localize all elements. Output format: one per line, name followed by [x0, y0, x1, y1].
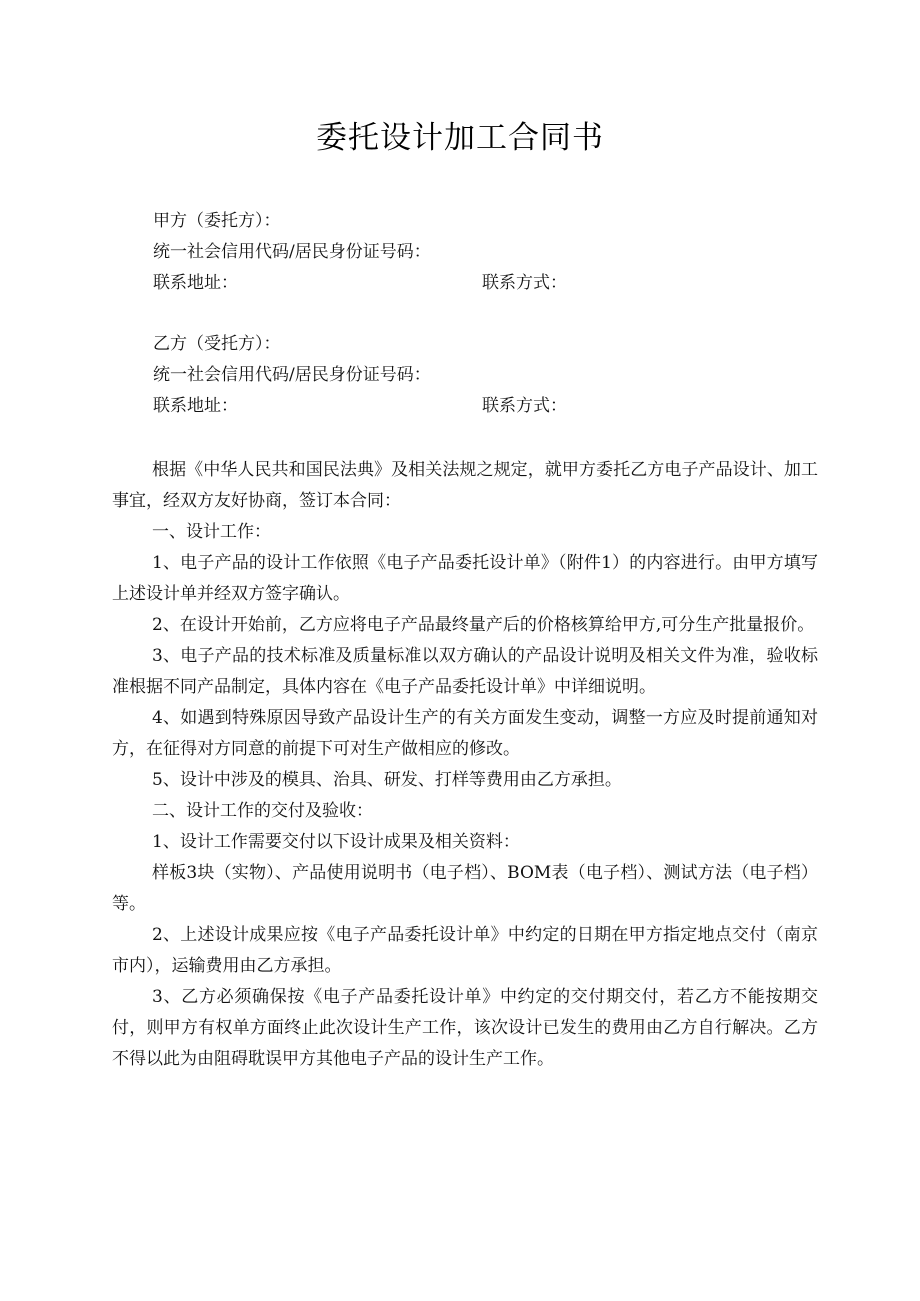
document-title: 委托设计加工合同书 — [316, 120, 604, 156]
clause-1-2: 2、在设计开始前，乙方应将电子产品最终量产后的价格核算给甲方,可分生产批量报价。 — [152, 615, 815, 635]
party-b-address-label: 联系地址： — [153, 396, 238, 416]
clause-1-1: 1、电子产品的设计工作依照《电子产品委托设计单》（附件1）的内容进行。由甲方填写上述设计单并经双方签字确认。 — [112, 553, 818, 604]
clause-1-3: 3、电子产品的技术标准及质量标准以双方确认的产品设计说明及相关文件为准，验收标准根据不同产品制定，具体内容在《电子产品委托设计单》中详细说明。 — [112, 646, 818, 697]
party-a-block — [153, 206, 567, 299]
party-b-heading: 乙方（受托方）： — [153, 334, 281, 354]
party-b-block — [153, 329, 567, 422]
party-b-contact-label: 联系方式： — [482, 396, 567, 416]
contract-body — [112, 455, 818, 1075]
clause-2-1-items: 样板3块（实物）、产品使用说明书（电子档）、BOM表（电子档）、测试方法（电子档）等。 — [112, 863, 818, 914]
party-a-address-row — [153, 268, 567, 299]
section-heading-delivery: 二、设计工作的交付及验收： — [152, 801, 373, 821]
preamble-paragraph: 根据《中华人民共和国民法典》及相关法规之规定，就甲方委托乙方电子产品设计、加工事宜，经双方友好协商，签订本合同： — [112, 460, 818, 511]
clause-1-5: 5、设计中涉及的模具、治具、研发、打样等费用由乙方承担。 — [152, 770, 622, 790]
clause-1-4: 4、如遇到特殊原因导致产品设计生产的有关方面发生变动，调整一方应及时提前通知对方，在征得对方同意的前提下可对生产做相应的修改。 — [112, 708, 818, 759]
clause-2-1: 1、设计工作需要交付以下设计成果及相关资料： — [152, 832, 520, 852]
section-heading-design-work: 一、设计工作： — [152, 522, 271, 542]
party-b-id-label: 统一社会信用代码/居民身份证号码： — [153, 365, 431, 385]
party-b-address-row — [153, 391, 567, 422]
clause-2-2: 2、上述设计成果应按《电子产品委托设计单》中约定的日期在甲方指定地点交付（南京市内），运输费用由乙方承担。 — [112, 925, 818, 976]
party-a-address-label: 联系地址： — [153, 273, 238, 293]
party-a-contact-label: 联系方式： — [482, 273, 567, 293]
clause-2-3: 3、乙方必须确保按《电子产品委托设计单》中约定的交付期交付，若乙方不能按期交付，则甲方有权单方面终止此次设计生产工作，该次设计已发生的费用由乙方自行解决。乙方不得以此为由阻碍耽误甲方其他电子产品的设计生产工作。 — [112, 987, 818, 1069]
party-a-id-label: 统一社会信用代码/居民身份证号码： — [153, 242, 431, 262]
party-a-heading: 甲方（委托方）： — [153, 211, 281, 231]
